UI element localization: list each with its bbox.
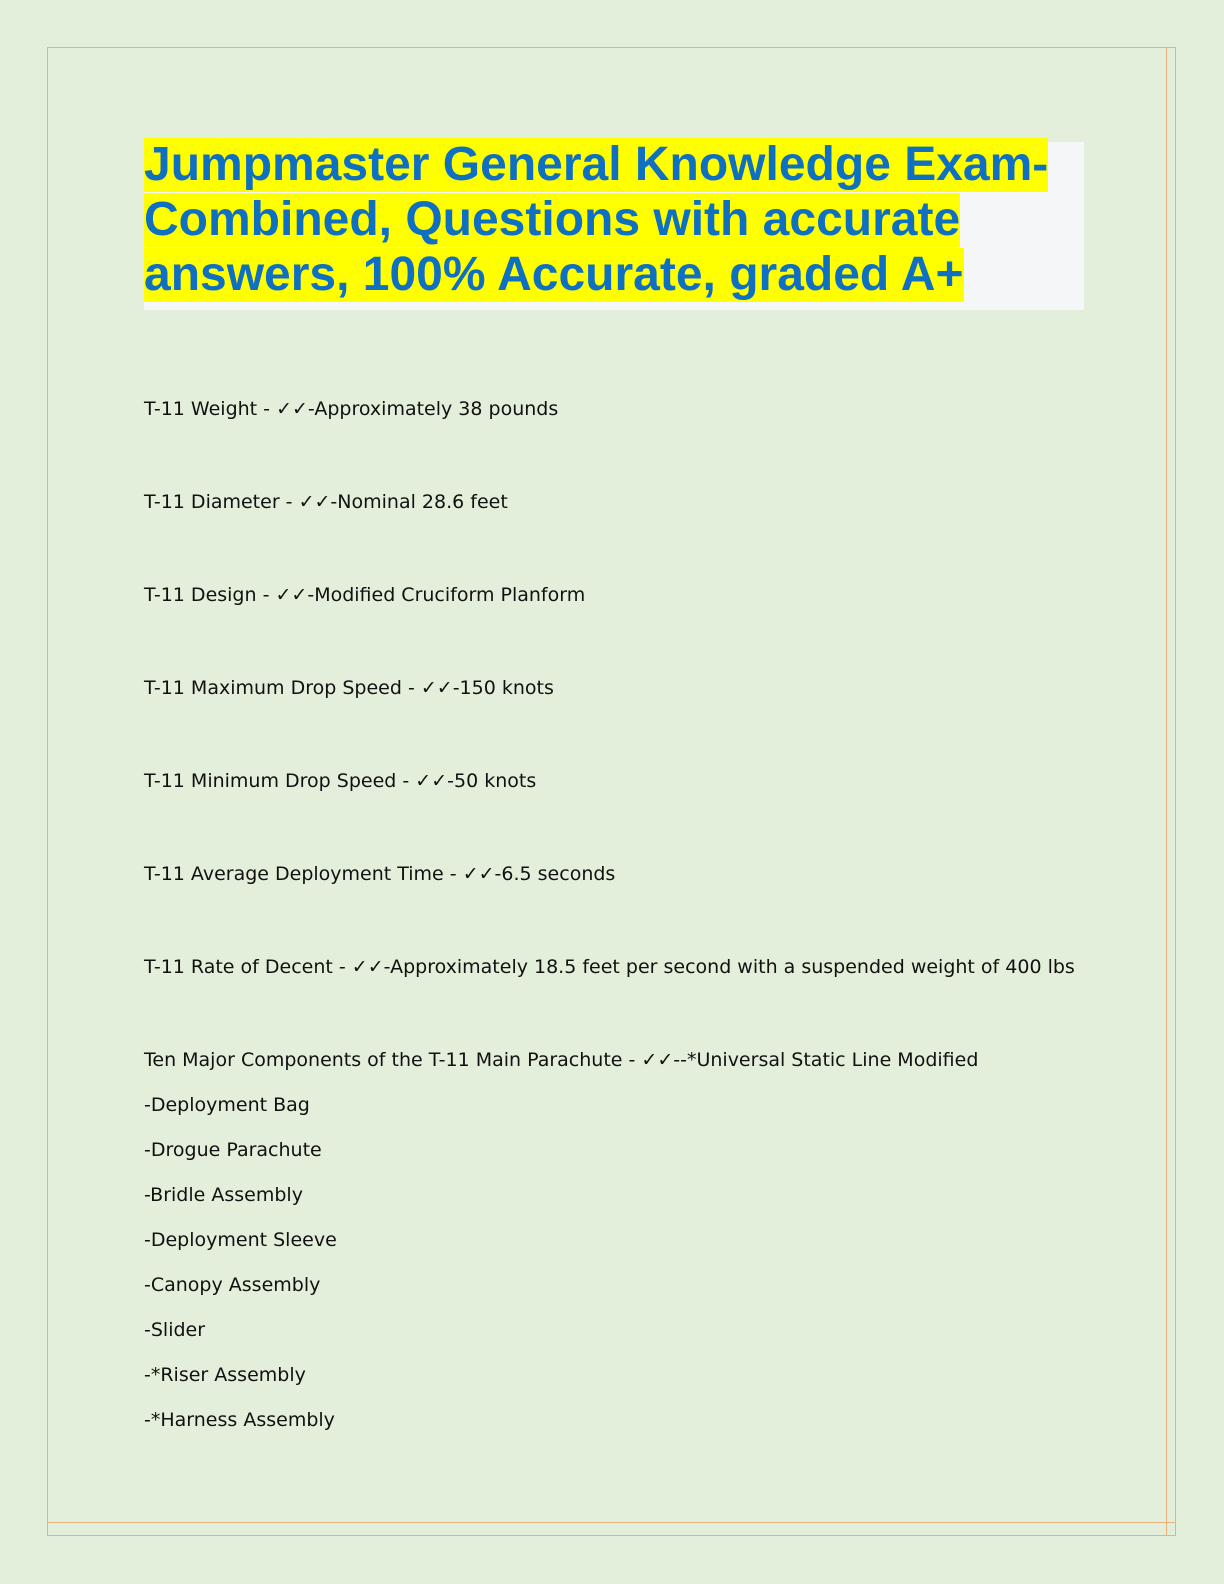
qa-entry: T-11 Minimum Drop Speed - ✓✓-50 knots (144, 770, 537, 792)
question-text: T-11 Rate of Decent (144, 956, 333, 978)
question-text: T-11 Average Deployment Time (144, 863, 444, 885)
double-check-icon: ✓✓ (276, 398, 308, 420)
answer-text: Nominal 28.6 feet (337, 491, 508, 513)
component-list-item: -Canopy Assembly (144, 1274, 321, 1296)
question-text: T-11 Minimum Drop Speed (144, 770, 397, 792)
double-check-icon: ✓✓ (415, 770, 448, 792)
question-text: Ten Major Components of the T-11 Main Parachute (144, 1049, 623, 1071)
component-list-item: -Drogue Parachute (144, 1139, 322, 1161)
double-check-icon: ✓✓ (420, 677, 453, 699)
component-list-item: -Slider (144, 1319, 206, 1341)
double-check-icon: ✓✓ (462, 863, 495, 885)
question-text: T-11 Design (144, 584, 257, 606)
double-check-icon: ✓✓ (351, 956, 384, 978)
answer-text: 6.5 seconds (501, 863, 616, 885)
answer-text: 150 knots (459, 677, 554, 699)
qa-entry: Ten Major Components of the T-11 Main Parachute - ✓✓--*Universal Static Line Modified (144, 1049, 979, 1071)
qa-entry: T-11 Average Deployment Time - ✓✓-6.5 seconds (144, 863, 616, 885)
component-list-item: -*Riser Assembly (144, 1364, 306, 1386)
component-list-item: -Deployment Sleeve (144, 1229, 337, 1251)
component-list-item: -Bridle Assembly (144, 1184, 303, 1206)
double-check-icon: ✓✓ (298, 491, 331, 513)
question-text: T-11 Maximum Drop Speed (144, 677, 402, 699)
double-check-icon: ✓✓ (641, 1049, 674, 1071)
qa-entry: T-11 Weight - ✓✓-Approximately 38 pounds (144, 398, 559, 420)
qa-entry: T-11 Maximum Drop Speed - ✓✓-150 knots (144, 677, 554, 699)
qa-entry: T-11 Design - ✓✓-Modified Cruciform Planform (144, 584, 586, 606)
title-line-1: Jumpmaster General Knowledge Exam- (144, 138, 1049, 191)
component-list-item: -*Harness Assembly (144, 1409, 335, 1431)
double-check-icon: ✓✓ (275, 584, 308, 606)
title-line-3: answers, 100% Accurate, graded A+ (144, 248, 964, 301)
component-list-item: -Deployment Bag (144, 1094, 310, 1116)
answer-text: Modified Cruciform Planform (314, 584, 586, 606)
document-title (144, 137, 1084, 302)
qa-entry: T-11 Rate of Decent - ✓✓-Approximately 18.5 feet per second with a suspended weight of 400 lbs (144, 956, 1075, 978)
answer-text: Approximately 38 pounds (314, 398, 559, 420)
question-text: T-11 Diameter (144, 491, 280, 513)
answer-text: 50 knots (453, 770, 537, 792)
answer-text: -*Universal Static Line Modified (680, 1049, 979, 1071)
answer-text: Approximately 18.5 feet per second with a suspended weight of 400 lbs (390, 956, 1075, 978)
title-line-2: Combined, Questions with accurate (144, 193, 961, 246)
document-body (144, 398, 1104, 1454)
qa-entry: T-11 Diameter - ✓✓-Nominal 28.6 feet (144, 491, 508, 513)
question-text: T-11 Weight (144, 398, 258, 420)
